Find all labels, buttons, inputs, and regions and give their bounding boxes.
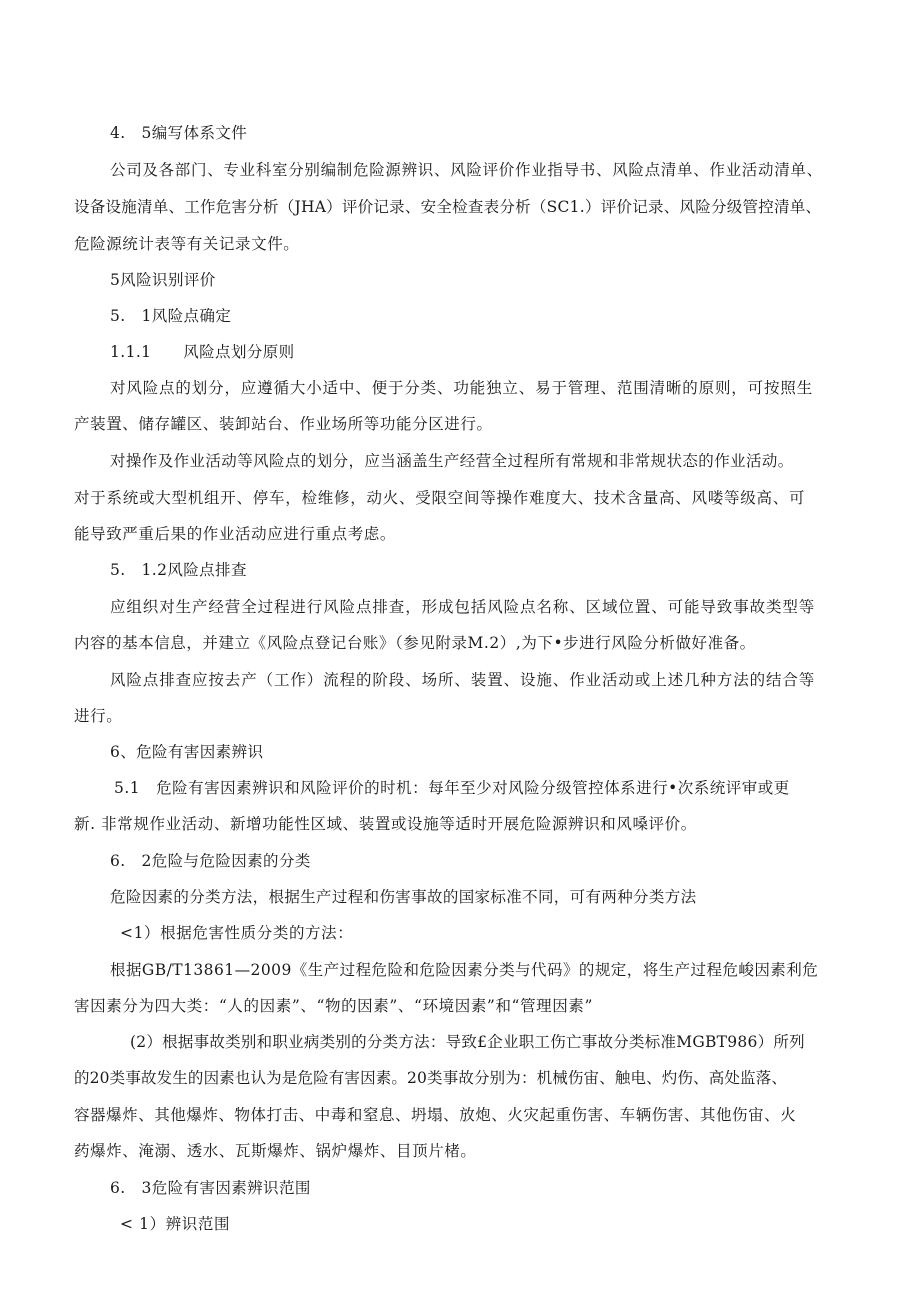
paragraph-line: <1）根据危害性质分类的方法： bbox=[120, 924, 354, 942]
paragraph-line: 的20类事故发生的因素也认为是危险有害因素。20类事故分别为：机械伤宙、触电、灼伤、高处监落、 bbox=[74, 1069, 787, 1087]
paragraph-line: 害因素分为四大类：“人的因素”、“物的因素”、“环境因素”和“管理因素” bbox=[74, 997, 593, 1015]
paragraph-line: 药爆炸、淹溺、透水、瓦斯爆炸、锅炉爆炸、目顶片楮。 bbox=[74, 1142, 477, 1160]
paragraph-line: 设备设施清单、工作危害分析（JHA）评价记录、安全检查表分析（SC1.）评价记录、风险分级管控清单、 bbox=[74, 198, 822, 216]
paragraph-line: 应组织对生产经营全过程进行风险点排查，形成包括风险点名称、区域位置、可能导致事故类型等 bbox=[110, 598, 816, 616]
paragraph-line: 对于系统或大型机组开、停车，检维修，动火、受限空间等操作难度大、技术含量高、风喽等级高、可 bbox=[74, 489, 806, 507]
heading-6: 6、危险有害因素辨识 bbox=[110, 743, 264, 761]
heading-5: 5风险识别评价 bbox=[110, 271, 216, 289]
paragraph-line: 危险因素的分类方法，根据生产过程和伤害事故的国家标准不同，可有两种分类方法 bbox=[110, 888, 697, 906]
paragraph-line: 能导致严重后果的作业活动应进行重点考虑。 bbox=[74, 525, 397, 543]
paragraph-line: 对风险点的划分，应遵循大小适中、便于分类、功能独立、易于管理、范围清晰的原则，可按照生 bbox=[110, 379, 814, 397]
paragraph-line: 危险源统计表等有关记录文件。 bbox=[74, 235, 300, 253]
heading-6-2: 6. 2危险与危险因素的分类 bbox=[110, 852, 311, 870]
paragraph-line: 对操作及作业活动等风险点的划分，应当涵盖生产经营全过程所有常规和非常规状态的作业活动。 bbox=[110, 452, 794, 470]
heading-5-1-2: 5. 1.2风险点排查 bbox=[110, 561, 247, 579]
paragraph-line: 新. 非常规作业活动、新增功能性区域、装置或设施等适时开展危险源辨识和风嗓评价。 bbox=[74, 815, 697, 833]
paragraph-line: 根据GB/T13861—2009《生产过程危险和危险因素分类与代码》的规定，将生产过程危峻因素利危 bbox=[110, 961, 819, 979]
paragraph-line: 5.1 危险有害因素辨识和风险评价的时机：每年至少对风险分级管控体系进行•次系统评审或更 bbox=[114, 779, 790, 797]
paragraph-line: 进行。 bbox=[74, 707, 123, 725]
paragraph-line: (2）根据事故类别和职业病类别的分类方法：导致£企业职工伤亡事故分类标准MGBT986）所列 bbox=[130, 1033, 805, 1051]
heading-4-5: 4. 5编写体系文件 bbox=[110, 124, 248, 142]
heading-6-3: 6. 3危险有害因素辨识范围 bbox=[110, 1179, 311, 1197]
heading-5-1: 5. 1风险点确定 bbox=[110, 307, 232, 325]
paragraph-line: 风险点排查应按去产（工作）流程的阶段、场所、装置、设施、作业活动或上述几种方法的结合等 bbox=[110, 671, 816, 689]
heading-1-1-1: 1.1.1 风险点划分原则 bbox=[110, 343, 295, 361]
paragraph-line: < 1）辨识范围 bbox=[120, 1215, 231, 1233]
paragraph-line: 产装置、储存罐区、装卸站台、作业场所等功能分区进行。 bbox=[74, 415, 493, 433]
paragraph-line: 内容的基本信息，并建立《风险点登记台账》（参见附录M.2）,为下•步进行风险分析做好准备。 bbox=[74, 634, 756, 652]
paragraph-line: 公司及各部门、专业科室分别编制危险源辨识、风险评价作业指导书、风险点清单、作业活动清单、 bbox=[110, 161, 823, 179]
paragraph-line: 容器爆炸、其他爆炸、物体打击、中毒和窒息、坍塌、放炮、火灾起重伤害、车辆伤害、其他伤宙、火 bbox=[74, 1106, 797, 1124]
